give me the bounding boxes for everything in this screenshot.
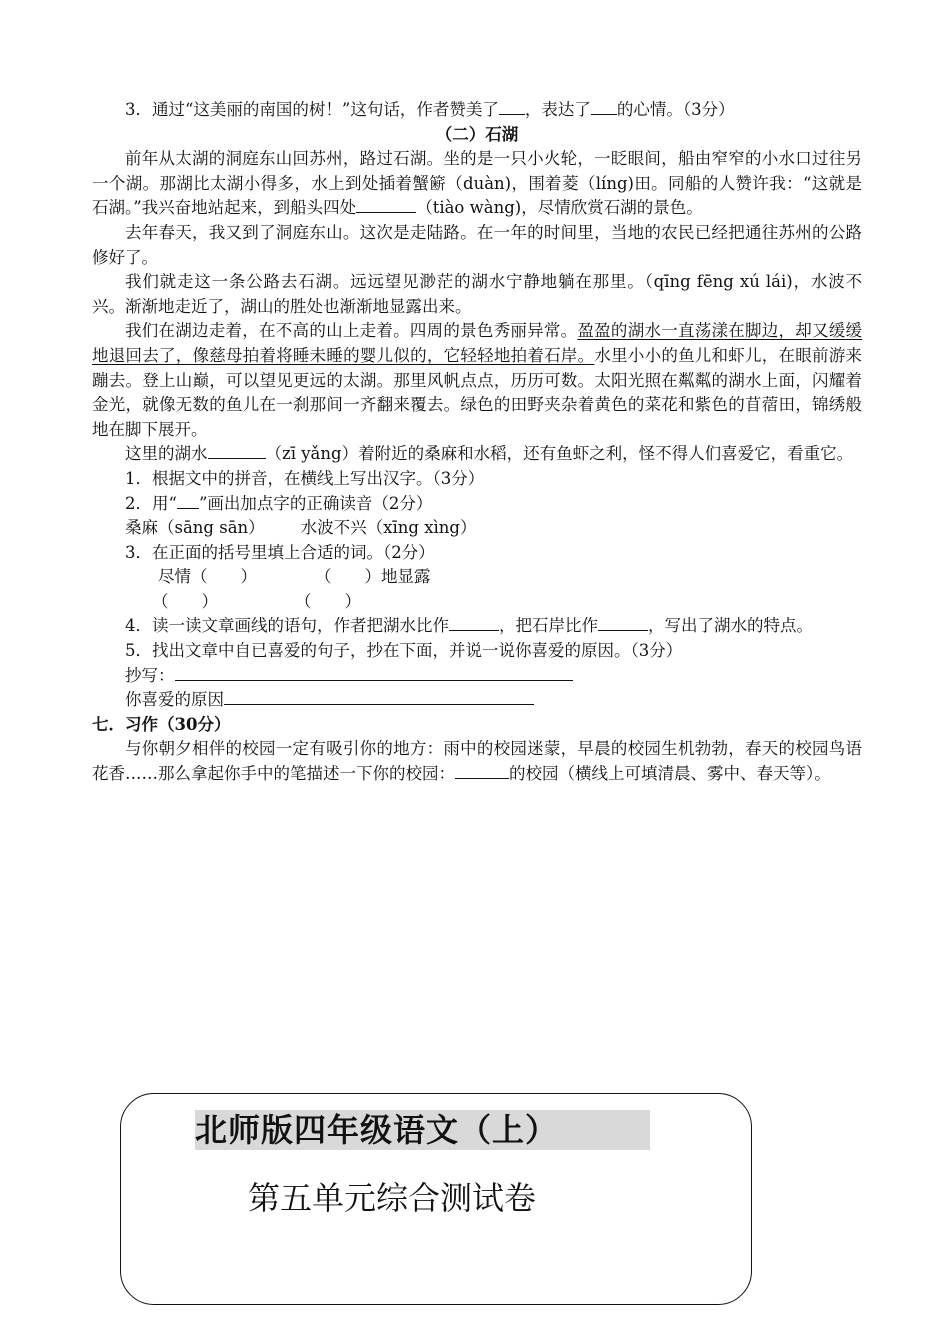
cover-title: 北师版四年级语文（上） (195, 1110, 650, 1150)
question-2-options (92, 516, 862, 541)
answer-blank[interactable] (591, 98, 617, 115)
question-3-row-2 (92, 590, 862, 615)
answer-blank[interactable] (208, 442, 266, 459)
q2-part-b: ”画出加点字的正确读音（2分） (198, 493, 433, 513)
q4-part-a: 4．读一读文章画线的语句，作者把湖水比作 (125, 616, 449, 636)
passage-title: （二）石湖 (435, 124, 519, 144)
reason-answer-line[interactable] (224, 688, 534, 705)
reason-label: 你喜爱的原因 (125, 690, 224, 710)
para1-text-a: 前年从太湖的洞庭东山回苏州，路过石湖。坐的是一只小火轮，一眨眼间，船由窄窄的小水口过往另一个湖。那湖比太湖小得多，水上到处插着蟹簖（duàn)，围着菱（líng)田。同船的人赞许我：“这就是石湖。”我兴奋地站起来，到船头四处 (92, 149, 862, 218)
passage-paragraph-3: 我们就走这一条公路去石湖。远远望见渺茫的湖水宁静地躺在那里。（qīng fēng xú lái)，水波不兴。渐渐地走近了，湖山的胜处也渐渐地显露出来。 (92, 272, 862, 316)
question-4 (92, 614, 862, 639)
para1-text-b: （tiào wàng)，尽情欣赏石湖的景色。 (416, 198, 703, 218)
answer-blank[interactable] (499, 98, 525, 115)
q3-prev-part-a: 3．通过“这美丽的南国的树！”这句话，作者赞美了 (125, 100, 499, 119)
copy-label: 抄写： (125, 665, 175, 685)
q3-prev-part-c: 的心情。（3分） (616, 100, 735, 119)
copy-line (92, 664, 862, 689)
passage-paragraph-5 (92, 442, 862, 467)
section-7-heading: 七．习作（30分） (92, 714, 231, 734)
question-3: 3．在正面的括号里填上合适的词。（2分） (125, 542, 435, 562)
question-5: 5．找出文章中自已喜爱的句子，抄在下面，并说一说你喜爱的原因。（3分） (125, 641, 683, 661)
reason-line (92, 688, 862, 713)
q2-option-1[interactable]: 桑麻（sāng sān） (125, 518, 265, 538)
para5-text-a: 这里的湖水 (125, 444, 208, 464)
q4-part-b: ，把石岸比作 (499, 616, 598, 636)
answer-blank[interactable] (356, 196, 416, 213)
para4-text-a: 我们在湖边走着，在不高的山上走着。四周的景色秀丽异常。 (125, 321, 578, 341)
question-3-row-1 (92, 565, 862, 590)
q3-prev-part-b: ，表达了 (524, 100, 591, 119)
q2-part-a: 2．用“ (125, 493, 177, 513)
passage-paragraph-4 (92, 319, 862, 442)
passage-paragraph-1 (92, 147, 862, 221)
copy-answer-line[interactable] (175, 664, 573, 681)
question-1: 1．根据文中的拼音，在横线上写出汉字。（3分） (125, 468, 485, 488)
answer-blank[interactable] (177, 492, 199, 509)
para4-text-b: 水里小小的鱼儿和虾儿，在眼前游来蹦去。登上山巅，可以望见更远的太湖。那里风帆点点，历历可数。太阳光照在粼粼的湖水上面，闪耀着金光，就像无数的鱼儿在一刹那间一齐翻来覆去。绿色的田野夹杂着黄色的菜花和紫色的苜蓿田，锦绣般地在脚下展开。 (92, 345, 863, 439)
passage-paragraph-2: 去年春天，我又到了洞庭东山。这次是走陆路。在一年的时间里，当地的农民已经把通往苏州的公路修好了。 (92, 222, 862, 267)
prev-question-3 (92, 98, 862, 123)
section-7-prompt (92, 737, 862, 786)
q2-option-2[interactable]: 水波不兴（xīng xìng） (300, 518, 477, 538)
para5-text-b: （zī yǎng）着附近的桑麻和水稻，还有鱼虾之利，怪不得人们喜爱它，看重它。 (265, 444, 854, 464)
section7-text-b: 的校园（横线上可填清晨、雾中、春天等）。 (509, 764, 831, 784)
cover-subtitle: 第五单元综合测试卷 (248, 1179, 537, 1217)
section7-text-a: 与你朝夕相伴的校园一定有吸引你的地方：雨中的校园迷蒙，早晨的校园生机勃勃，春天的校园鸟语花香……那么拿起你手中的笔描述一下你的校园： (92, 739, 862, 784)
q4-part-c: ，写出了湖水的特点。 (648, 616, 813, 636)
q3-blank-2[interactable]: （ ）地显露 (315, 567, 431, 587)
exam-content (92, 98, 862, 787)
answer-blank[interactable] (598, 614, 648, 631)
question-2 (92, 492, 862, 517)
underlined-sentence: 盈盈的湖水一直荡漾在脚边，却又缓缓地退回去了，像慈母拍着将睡未睡的婴儿似的，它轻轻地拍着石岸。 (92, 321, 863, 365)
answer-blank[interactable] (455, 762, 509, 779)
q3-blank-3[interactable]: （ ） (152, 591, 218, 611)
q3-blank-4[interactable]: （ ） (295, 591, 361, 611)
q3-blank-1[interactable]: 尽情（ ） (158, 567, 257, 587)
answer-blank[interactable] (449, 614, 499, 631)
